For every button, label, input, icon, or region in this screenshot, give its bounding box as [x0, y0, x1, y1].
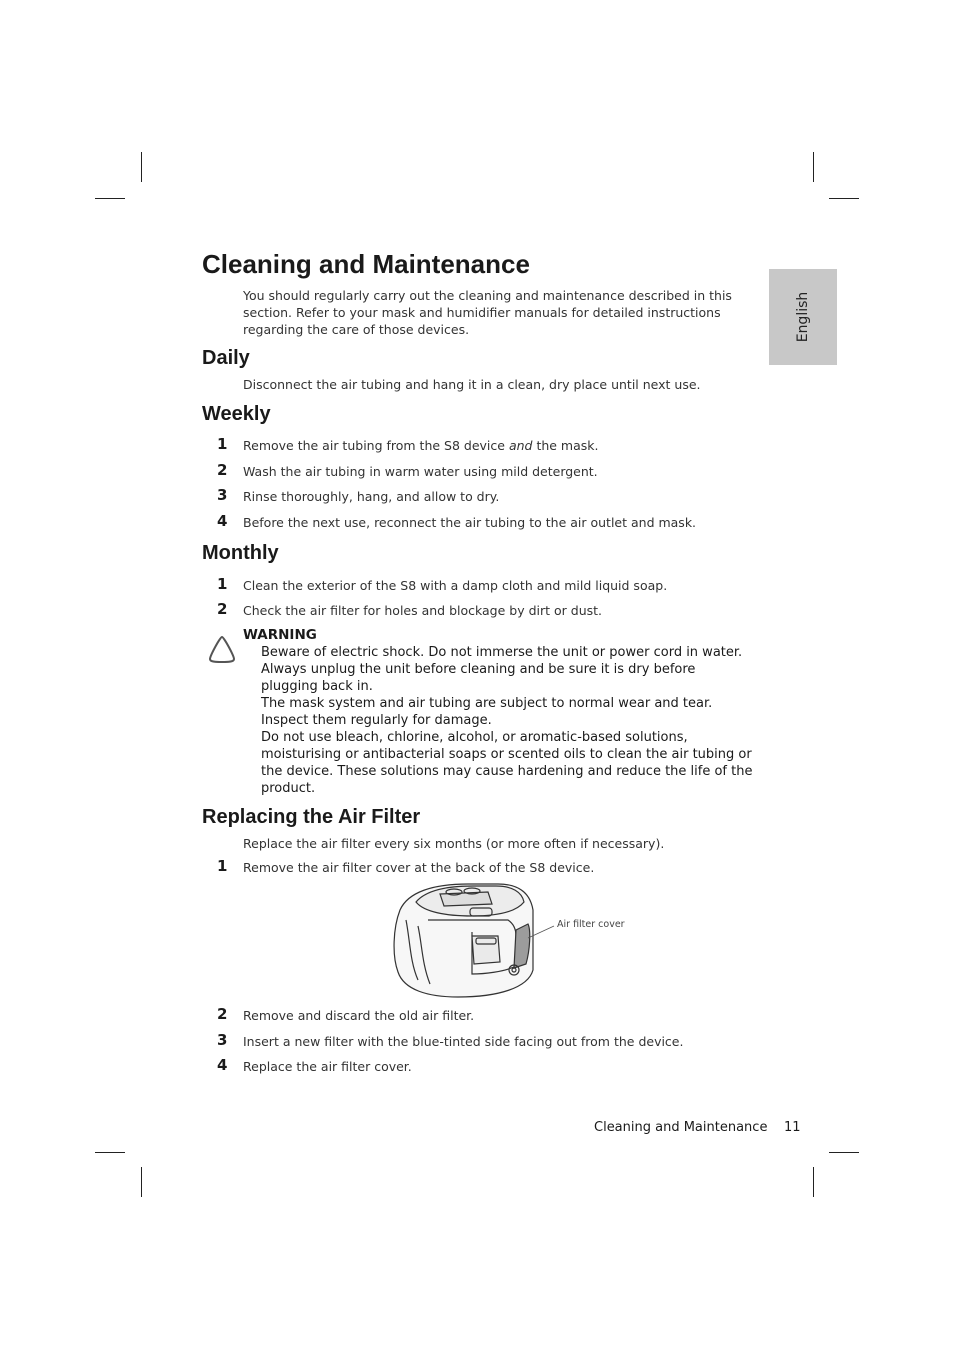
- crop-mark: [813, 152, 814, 182]
- air-filter-cover-callout: Air filter cover: [557, 919, 625, 930]
- language-tab-label: English: [795, 291, 811, 343]
- crop-mark: [141, 1167, 142, 1197]
- step-number: 4: [217, 1056, 228, 1074]
- step-number: 2: [217, 1005, 228, 1023]
- step-number: 2: [217, 600, 228, 618]
- step-number: 1: [217, 857, 228, 875]
- step-number: 1: [217, 435, 228, 453]
- step-text: Check the air filter for holes and blockage by dirt or dust.: [243, 603, 603, 618]
- page-title: Cleaning and Maintenance: [202, 249, 530, 279]
- intro-paragraph: You should regularly carry out the cleaning and maintenance described in this section. Refer to your mask and humidifier manuals for detailed instructions regarding the care of those devices.: [243, 288, 732, 337]
- step-number: 2: [217, 461, 228, 479]
- s8-device-illustration: [388, 880, 628, 1002]
- daily-text: Disconnect the air tubing and hang it in a clean, dry place until next use.: [243, 377, 701, 392]
- page-number: 11: [784, 1120, 801, 1135]
- step-number: 3: [217, 1031, 228, 1049]
- step-number: 3: [217, 486, 228, 504]
- step-text: Insert a new filter with the blue-tinted side facing out from the device.: [243, 1034, 684, 1049]
- step-number: 1: [217, 575, 228, 593]
- crop-mark: [829, 1152, 859, 1153]
- replacing-heading: Replacing the Air Filter: [202, 806, 421, 828]
- step-text: Remove and discard the old air filter.: [243, 1008, 475, 1023]
- step-number: 4: [217, 512, 228, 530]
- step-text: Remove the air filter cover at the back of the S8 device.: [243, 860, 595, 875]
- crop-mark: [141, 152, 142, 182]
- monthly-heading: Monthly: [202, 542, 279, 564]
- warning-line: Do not use bleach, chlorine, alcohol, or aromatic-based solutions, moisturising or antibacterial soaps or scented oils to clean the air tubing or the device. These solutions may cause hardening and reduce the life of the product.: [261, 730, 753, 796]
- crop-mark: [829, 198, 859, 199]
- step-text: Remove the air tubing from the S8 device and the mask.: [243, 438, 599, 453]
- crop-mark: [95, 198, 125, 199]
- replacing-intro: Replace the air filter every six months (or more often if necessary).: [243, 836, 665, 851]
- footer-section-title: Cleaning and Maintenance: [594, 1120, 768, 1135]
- step-text: Before the next use, reconnect the air tubing to the air outlet and mask.: [243, 515, 697, 530]
- warning-line: The mask system and air tubing are subject to normal wear and tear. Inspect them regularly for damage.: [261, 696, 713, 728]
- crop-mark: [813, 1167, 814, 1197]
- warning-text: [261, 644, 756, 797]
- language-tab: [769, 269, 837, 365]
- step-text: Rinse thoroughly, hang, and allow to dry.: [243, 489, 500, 504]
- step-text: Clean the exterior of the S8 with a damp cloth and mild liquid soap.: [243, 578, 668, 593]
- warning-line: Beware of electric shock. Do not immerse the unit or power cord in water. Always unplug the unit before cleaning and be sure it is dry before plugging back in.: [261, 645, 743, 694]
- warning-triangle-icon: [206, 634, 238, 664]
- warning-label: WARNING: [243, 627, 317, 643]
- step-text: Wash the air tubing in warm water using mild detergent.: [243, 464, 598, 479]
- step-text: Replace the air filter cover.: [243, 1059, 412, 1074]
- daily-heading: Daily: [202, 347, 250, 369]
- crop-mark: [95, 1152, 125, 1153]
- weekly-heading: Weekly: [202, 403, 271, 425]
